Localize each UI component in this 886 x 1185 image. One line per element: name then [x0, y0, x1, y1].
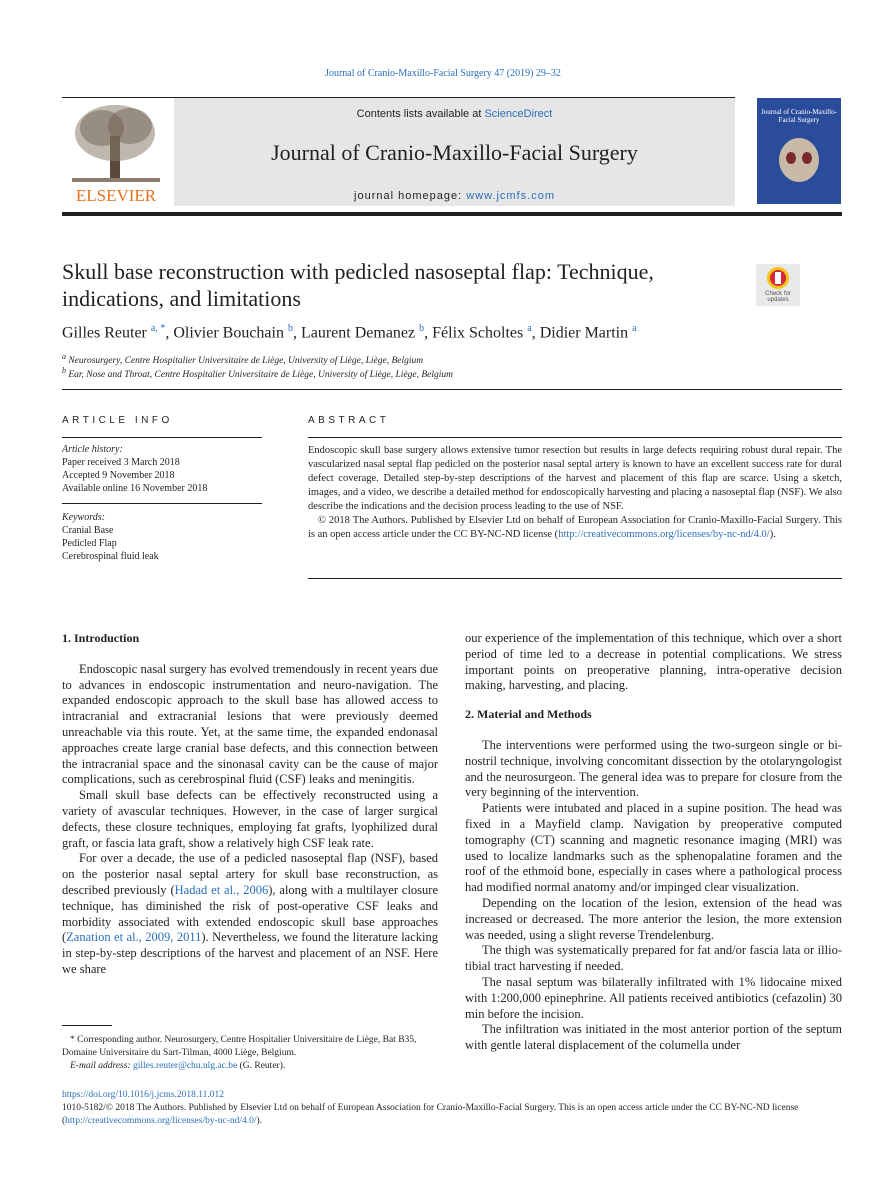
email-suffix: (G. Reuter).	[237, 1061, 286, 1071]
history-received: Paper received 3 March 2018	[62, 457, 180, 468]
abstract-copyright	[308, 514, 842, 542]
journal-title: Journal of Cranio-Maxillo-Facial Surgery	[271, 140, 638, 165]
citation-link[interactable]: Zanation et al., 2009, 2011	[66, 930, 202, 945]
copyright-end: ).	[769, 529, 776, 540]
keywords-rule	[62, 503, 262, 504]
keyword: Cerebrospinal fluid leak	[62, 551, 159, 562]
keyword: Pedicled Flap	[62, 538, 117, 549]
paragraph: Patients were intubated and placed in a supine position. The head was fixed in a Mayfield clamp. Navigation by preoperative computed tomography (CT) scanning and magnetic resonance imaging (MRI) was used to localize landmarks such as the sphenopalatine foramen and the roof of the ethmoid bone, especially in cases where a pathological process had modified normal anatomy and/or impinged clear visualization.	[465, 801, 842, 895]
left-column	[62, 631, 438, 978]
check-for-updates-badge[interactable]	[756, 264, 800, 306]
homepage-line	[174, 190, 735, 202]
author[interactable]: Laurent Demanez	[300, 324, 416, 342]
author[interactable]: Olivier Bouchain	[173, 324, 284, 342]
footnote-text: * Corresponding author. Neurosurgery, Centre Hospitalier Universitaire de Liège, Bat B35, Domaine Universitaire du Sart-Tilman, 4000 Liège, Belgium.	[62, 1035, 417, 1058]
paragraph: Small skull base defects can be effectively reconstructed using a variety of avascular techniques. However, in the case of larger surgical defects, these closure techniques, employing fat grafts, lyophilized dural graft, or fascia lata graft, show a relatively high CSF leak rate.	[62, 788, 438, 850]
paragraph: The interventions were performed using the two-surgeon single or bi-nostril technique, involving concomitant dissection by the otolaryngologist and the neurosurgeon. The general idea was to prepare for closure from the very beginning of the intervention.	[465, 737, 842, 800]
article-history	[62, 443, 262, 495]
article-info-heading: ARTICLE INFO	[62, 415, 173, 426]
affiliation-sup: a	[62, 352, 66, 361]
keywords-label: Keywords:	[62, 512, 105, 523]
sciencedirect-link[interactable]: ScienceDirect	[484, 108, 553, 120]
email-link[interactable]: gilles.reuter@chu.ulg.ac.be	[132, 1061, 238, 1071]
paragraph-text: ). Nevertheless, we found the literature lacking in step-by-step descriptions of the harvest and placement of an NSF. Here we share	[62, 930, 438, 976]
section-rule	[62, 389, 842, 390]
citation-link[interactable]: Hadad et al., 2006	[174, 882, 269, 897]
paragraph: Depending on the location of the lesion, extension of the head was increased or decreased. The more anterior the lesion, the more extension was needed, using a slight reverse Trendelenburg.	[465, 895, 842, 942]
affiliation-text: Ear, Nose and Throat, Centre Hospitalier Universitaire de Liège, University of Liège, Liège, Belgium	[68, 370, 454, 381]
doi-link[interactable]: https://doi.org/10.1016/j.jcms.2018.11.012	[62, 1090, 225, 1100]
article-title: Skull base reconstruction with pedicled nasoseptal flap: Technique, indications, and limitations	[62, 259, 654, 311]
paragraph: The nasal septum was bilaterally infiltrated with 1% lidocaine mixed with 1:200,000 epinephrine. All patients received antibiotics (cefazolin) 30 min before the incision.	[465, 974, 842, 1021]
paragraph: Endoscopic nasal surgery has evolved tremendously in recent years due to advances in endoscopic instrumentation and neuro-navigation. The expanded endoscopic approach to the skull base has allowed access to intracranial and extracranial lesions that were previously deemed unreachable via this route. Yet, at the same time, the expanded endonasal approaches create large cranial base defects, and this connection between the intracranial space and the sinonasal cavity can be the cause of major complications, such as cerebrospinal fluid (CSF) leaks and meningitis.	[62, 661, 438, 787]
history-accepted: Accepted 9 November 2018	[62, 470, 175, 481]
abstract-heading: ABSTRACT	[308, 415, 390, 426]
license-link[interactable]: http://creativecommons.org/licenses/by-nc-nd/4.0/	[558, 529, 770, 540]
paragraph: The infiltration was initiated in the most anterior portion of the septum with gentle lateral displacement of the columella under	[465, 1022, 842, 1053]
contents-line	[174, 108, 735, 120]
abstract-bottom-rule	[308, 578, 842, 579]
keywords	[62, 511, 262, 563]
corresponding-author-note	[62, 1034, 438, 1073]
cover-skull-icon	[775, 136, 823, 186]
affiliation-sup: b	[62, 366, 66, 375]
crossmark-label: Check for updates	[756, 291, 800, 306]
author[interactable]: Didier Martin	[539, 324, 629, 342]
author-sup[interactable]: a	[527, 323, 532, 334]
history-label: Article history:	[62, 444, 123, 455]
paragraph	[62, 851, 438, 977]
author-list: Gilles Reuter $^{a, *}$, Olivier Bouchain $^b$, Laurent Demanez $^b$, Félix Scholtes $^a$, Didier Martin $^a$	[62, 323, 637, 342]
email-line	[62, 1060, 438, 1073]
license-statement	[62, 1102, 842, 1128]
license-text: 1010-5182/© 2018 The Authors. Published by Elsevier Ltd on behalf of European Association for Cranio-Maxillo-Facial Surgery. This is an open access article under the CC BY-NC-ND license (	[62, 1103, 799, 1126]
journal-cover-thumbnail[interactable]	[757, 98, 841, 204]
affiliation-text: Neurosurgery, Centre Hospitalier Universitaire de Liège, University of Liège, Liège, Belgium	[68, 356, 424, 367]
paragraph: The thigh was systematically prepared for fat and/or fascia lata or illio-tibial tract harvesting if needed.	[465, 943, 842, 974]
author-sup[interactable]: b	[287, 323, 293, 334]
journal-reference[interactable]: Journal of Cranio-Maxillo-Facial Surgery 47 (2019) 29–32	[325, 68, 561, 79]
affiliation-b	[62, 366, 453, 380]
homepage-prefix: journal homepage:	[354, 190, 467, 202]
copyright-text: © 2018 The Authors. Published by Elsevier Ltd on behalf of European Association for Cranio-Maxillo-Facial Surgery. This is an open access article under the CC BY-NC-ND license (	[308, 515, 842, 540]
author[interactable]: Gilles Reuter	[62, 324, 147, 342]
paragraph-text: ), along with a multilayer closure technique, has diminished the risk of post-operative CSF leaks and morbidity associated with extended endoscopic skull base approaches (	[62, 882, 439, 945]
section-2-heading: 2. Material and Methods	[465, 707, 592, 722]
right-column	[465, 631, 842, 1054]
paragraph-text: For over a decade, the use of a pedicled nasoseptal flap (NSF), based on the posterior nasal septal artery for skull base reconstruction, as described previously (	[62, 851, 438, 897]
paragraph: our experience of the implementation of this technique, which over a short period of time led to a decrease in potential complications. We stress important points on preoperative planning, intra-operative decision making, harvesting, and placing.	[465, 631, 842, 693]
elsevier-logo[interactable]	[62, 98, 170, 208]
homepage-link[interactable]: www.jcmfs.com	[466, 190, 555, 202]
header-rule	[62, 212, 842, 216]
footnote-rule	[62, 1025, 112, 1026]
abstract	[308, 444, 842, 542]
email-label: E-mail address:	[70, 1061, 133, 1071]
cover-title: Journal of Cranio-Maxillo-Facial Surgery	[761, 108, 837, 124]
author[interactable]: Félix Scholtes	[432, 324, 524, 342]
abstract-text: Endoscopic skull base surgery allows extensive tumor resection but results in large defects requiring robust dural repair. The vascularized nasal septal flap pedicled on the posterior nasal septal artery is known to have an excellent success rate for dural defect coverage. Detailed step-by-step descriptions of the harvest and placement of this flap are scarce. Using a sketch, images, and a video, we describe a detailed method for endoscopically harvesting and placing a nasoseptal flap (NSF). We also describe the indications and the decision process leading to the use of NSF.	[308, 445, 842, 512]
license-end: ).	[256, 1116, 263, 1126]
crossmark-icon	[756, 264, 800, 294]
section-1-heading: 1. Introduction	[62, 631, 140, 645]
author-sup[interactable]: a	[632, 323, 637, 334]
history-online: Available online 16 November 2018	[62, 483, 208, 494]
elsevier-wordmark: ELSEVIER	[75, 186, 157, 205]
author-sup[interactable]: a, *	[150, 323, 166, 334]
license-link[interactable]: http://creativecommons.org/licenses/by-nc-nd/4.0/	[65, 1116, 257, 1126]
keyword: Cranial Base	[62, 525, 114, 536]
article-info-rule	[62, 437, 262, 438]
contents-prefix: Contents lists available at	[356, 108, 485, 120]
affiliation-a	[62, 352, 423, 366]
author-sup[interactable]: b	[419, 323, 425, 334]
abstract-rule	[308, 437, 842, 438]
